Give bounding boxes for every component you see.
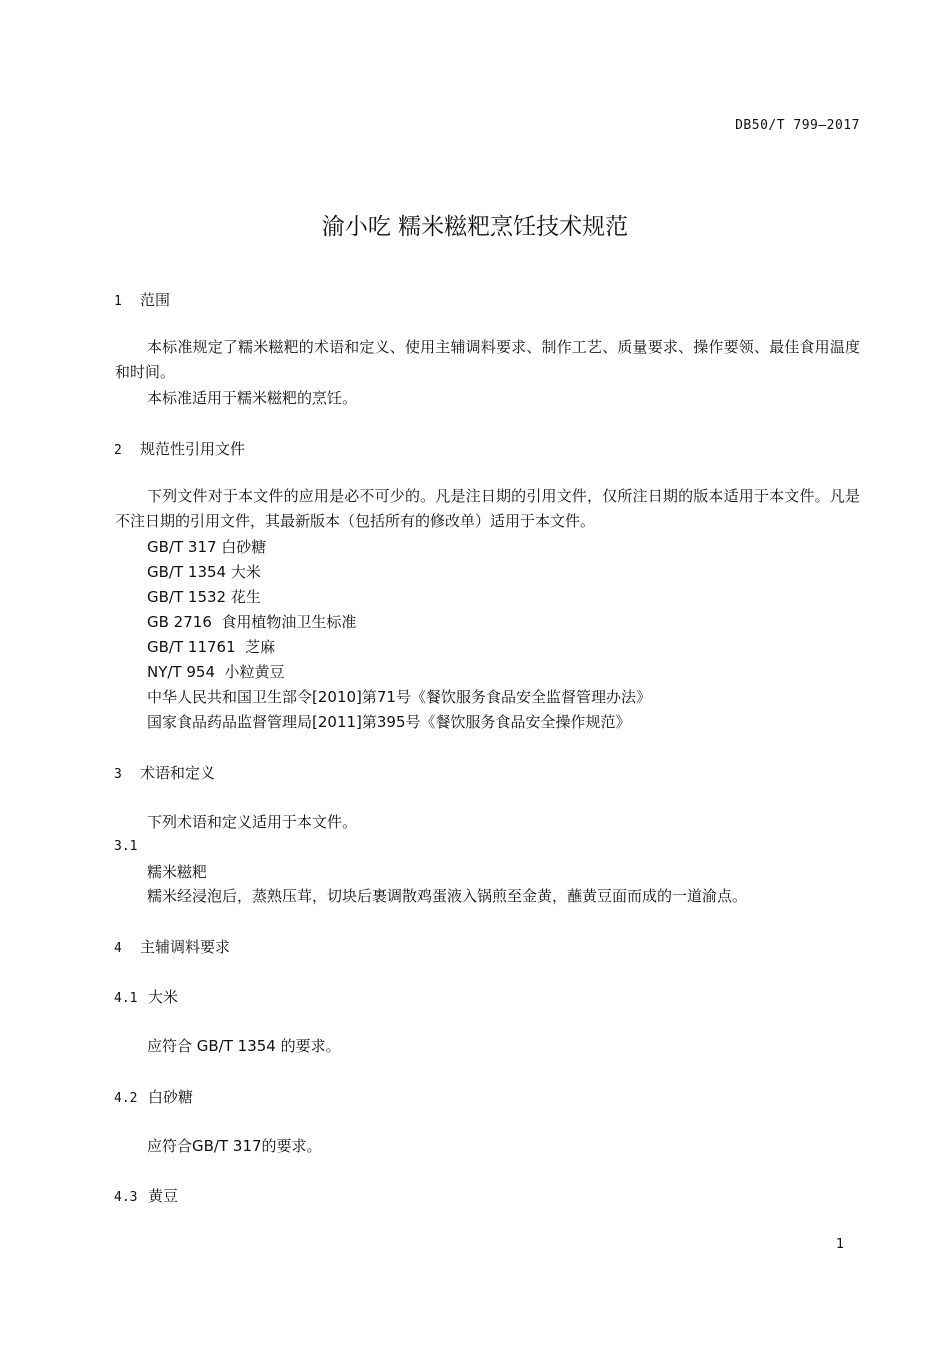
requirement-text: 应符合 GB/T 1354 的要求。 (147, 1037, 341, 1055)
scope-applicability: 本标准适用于糯米糍粑的烹饪。 (147, 389, 358, 407)
reference-item: GB/T 1532 花生 (147, 588, 261, 606)
section-title: 白砂糖 (148, 1088, 194, 1106)
section-number: 3 (114, 767, 122, 782)
reference-item: NY/T 954 小粒黄豆 (147, 663, 285, 681)
section-4-heading (114, 936, 230, 957)
reference-item: 国家食品药品监督管理局[2011]第395号《餐饮服务食品安全操作规范》 (147, 713, 631, 731)
term-definition: 糯米经浸泡后，蒸熟压茸，切块后裹调散鸡蛋液入锅煎至金黄，蘸黄豆面而成的一道渝点。 (147, 887, 748, 905)
section-title: 术语和定义 (140, 764, 216, 782)
reference-item: GB 2716 食用植物油卫生标准 (147, 613, 357, 631)
section-number: 4.2 (114, 1091, 138, 1106)
subsection-4-2-heading (114, 1086, 193, 1107)
page-number: 1 (836, 1237, 845, 1252)
section-number: 1 (114, 294, 122, 309)
scope-paragraph: 本标准规定了糯米糍粑的术语和定义、使用主辅调料要求、制作工艺、质量要求、操作要领、最佳食用温度和时间。 (115, 338, 860, 381)
section-title: 范围 (140, 291, 171, 309)
section-1-heading (114, 289, 170, 310)
references-paragraph: 下列文件对于本文件的应用是必不可少的。凡是注日期的引用文件，仅所注日期的版本适用于本文件。凡是不注日期的引用文件，其最新版本（包括所有的修改单）适用于本文件。 (115, 487, 860, 530)
section-title: 黄豆 (148, 1187, 179, 1205)
document-number: DB50/T 799—2017 (735, 118, 860, 133)
term-name: 糯米糍粑 (147, 863, 208, 881)
document-title: 渝小吃 糯米糍粑烹饪技术规范 (321, 214, 629, 240)
section-number: 4.1 (114, 991, 138, 1006)
term-number: 3.1 (114, 839, 138, 854)
requirement-text: 应符合GB/T 317的要求。 (147, 1137, 322, 1155)
reference-item: GB/T 11761 芝麻 (147, 638, 276, 656)
subsection-4-1-heading (114, 986, 178, 1007)
reference-item: GB/T 317 白砂糖 (147, 538, 267, 556)
section-number: 4.3 (114, 1190, 138, 1205)
section-number: 4 (114, 941, 122, 956)
section-3-heading (114, 762, 215, 783)
subsection-4-3-heading (114, 1185, 178, 1206)
section-2-heading (114, 438, 245, 459)
section-title: 主辅调料要求 (140, 938, 231, 956)
reference-item: GB/T 1354 大米 (147, 563, 261, 581)
section-title: 规范性引用文件 (140, 440, 246, 458)
reference-item: 中华人民共和国卫生部令[2010]第71号《餐饮服务食品安全监督管理办法》 (147, 688, 651, 706)
section-title: 大米 (148, 988, 179, 1006)
section-number: 2 (114, 443, 122, 458)
terms-intro: 下列术语和定义适用于本文件。 (147, 813, 358, 831)
